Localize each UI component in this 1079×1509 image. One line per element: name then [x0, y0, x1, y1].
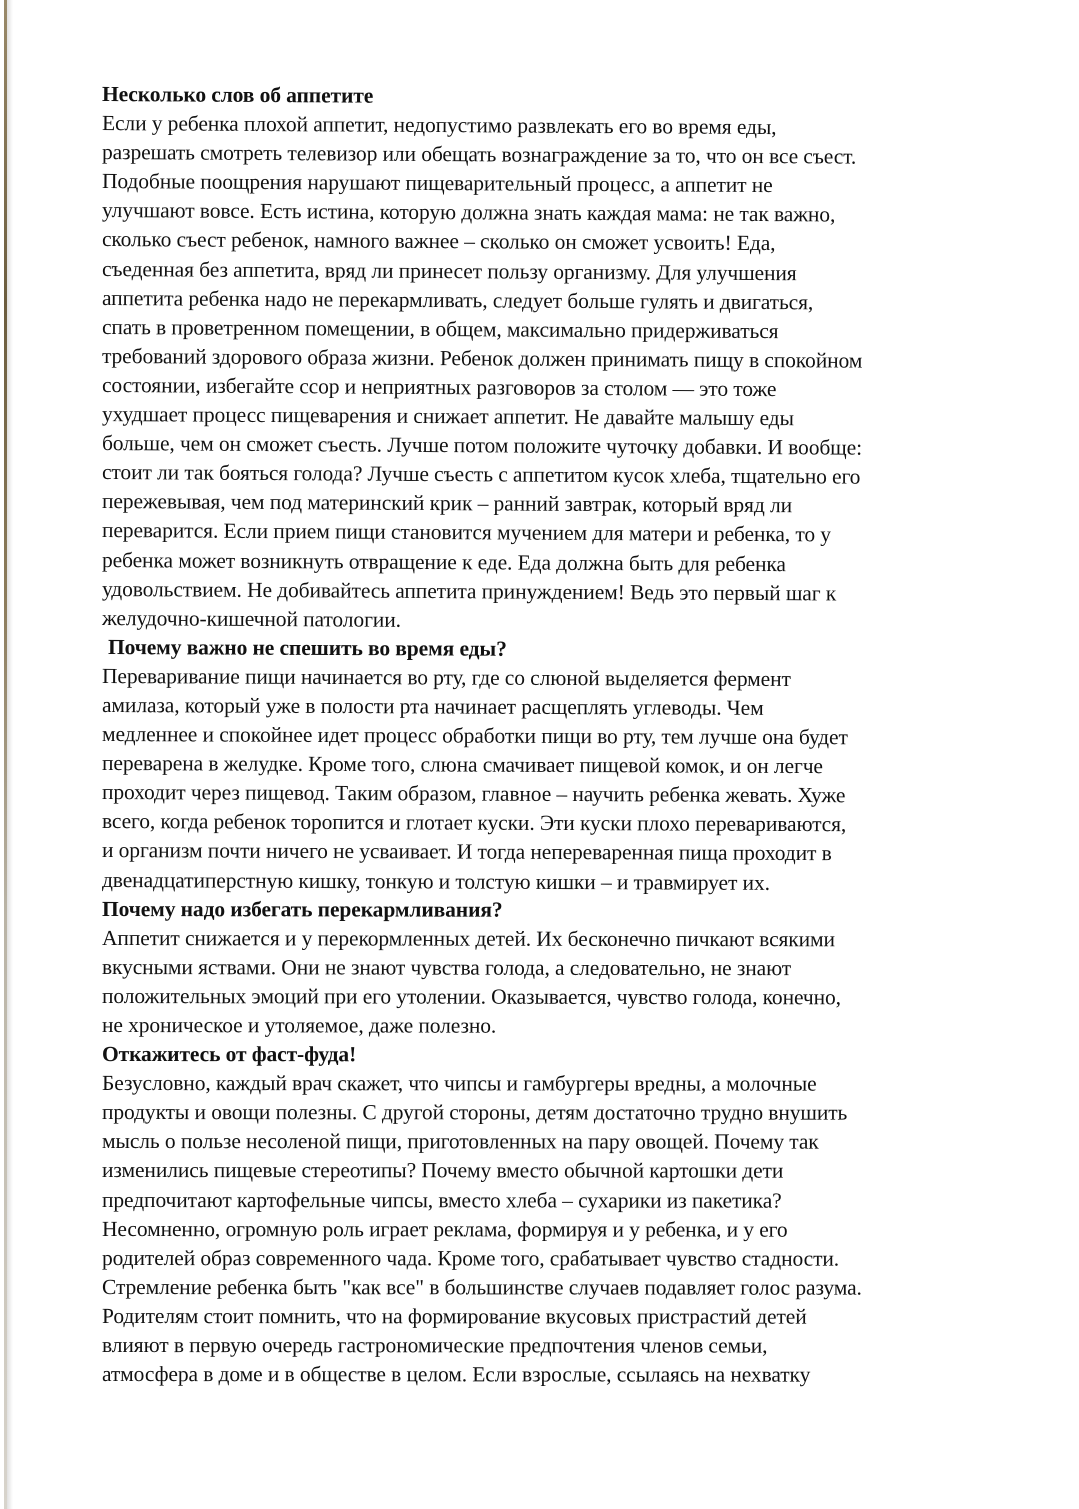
paragraph-line: Родителям стоит помнить, что на формирование вкусовых пристрастий детей: [101, 1303, 807, 1329]
paragraph-line: пережевывая, чем под материнский крик – ранний завтрак, который вряд ли: [101, 489, 793, 518]
paragraph-line: аппетита ребенка надо не перекармливать, следует больше гулять и двигаться,: [101, 285, 814, 315]
paragraph-line: ухудшает процесс пищеварения и снижает аппетит. Не давайте малышу еды: [101, 402, 794, 431]
paragraph-line: вкусными яствами. Они не знают чувства голода, а следовательно, не знают: [101, 954, 792, 981]
paragraph-line: Стремление ребенка быть "как все" в большинстве случаев подавляет голос разума.: [101, 1274, 862, 1300]
section-heading: Несколько слов об аппетите: [101, 82, 374, 108]
section-fast-food: [102, 1040, 1022, 1389]
section-heading: Откажитесь от фаст-фуда!: [101, 1042, 357, 1067]
paragraph-line: медленнее и спокойнее идет процесс обработки пищи во рту, тем лучше она будет: [101, 722, 848, 750]
paragraph-line: не хроническое и утоляемое, даже полезно.: [101, 1013, 497, 1038]
paragraph-line: двенадцатиперстную кишку, тонкую и толстую кишки – и травмирует их.: [101, 867, 770, 895]
section-heading: Почему важно не спешить во время еды?: [107, 634, 507, 661]
paragraph-line: состоянии, избегайте ссор и неприятных разговоров за столом — это тоже: [101, 372, 777, 402]
paragraph-line: больше, чем он сможет съесть. Лучше потом положите чуточку добавки. И вообще:: [101, 431, 863, 460]
section-heading: Почему надо избегать перекармливания?: [101, 896, 503, 922]
paragraph-line: удовольствием. Не добивайтесь аппетита принуждением! Ведь это первый шаг к: [101, 576, 837, 606]
paragraph-line: Если у ребенка плохой аппетит, недопустимо развлекать его во время еды,: [101, 111, 777, 140]
paragraph-line: переварена в желудке. Кроме того, слюна смачивает пищевой комок, и он легче: [101, 751, 823, 779]
section-eating-slowly: [102, 633, 1022, 895]
paragraph-line: ребенка может возникнуть отвращение к еде. Еда должна быть для ребенка: [101, 547, 786, 576]
paragraph-line: родителей образ современного чада. Кроме того, срабатывает чувство стадности.: [101, 1245, 840, 1271]
paragraph-line: съеденная без аппетита, вряд ли принесет пользу организму. Для улучшения: [101, 256, 797, 285]
section-overfeeding: [102, 895, 1022, 1040]
paragraph-line: влияют в первую очередь гастрономические предпочтения членов семьи,: [101, 1333, 768, 1358]
paragraph-line: сколько съест ребенок, намного важнее – сколько он сможет усвоить! Еда,: [101, 227, 776, 256]
paragraph-line: переварится. Если прием пищи становится мучением для матери и ребенка, то у: [101, 518, 832, 547]
paragraph-line: предпочитают картофельные чипсы, вместо хлеба – сухарики из пакетика?: [101, 1187, 782, 1213]
paragraph-line: проходит через пищевод. Таким образом, главное – научить ребенка жевать. Хуже: [101, 780, 846, 808]
paragraph-line: изменились пищевые стереотипы? Почему вместо обычной картошки дети: [101, 1158, 784, 1184]
paragraph-line: амилаза, который уже в полости рта начинает расщеплять углеводы. Чем: [101, 692, 764, 720]
paragraph-line: атмосфера в доме и в обществе в целом. Если взрослые, ссылаясь на нехватку: [101, 1362, 811, 1387]
paragraph-line: и организм почти ничего не усваивает. И тогда непереваренная пища проходит в: [101, 838, 832, 866]
paragraph-line: положительных эмоций при его утолении. Оказывается, чувство голода, конечно,: [101, 983, 841, 1010]
paragraph-line: стоит ли так бояться голода? Лучше съесть с аппетитом кусок хлеба, тщательно его: [101, 460, 861, 489]
paragraph-line: разрешать смотреть телевизор или обещать вознаграждение за то, что он все съест.: [101, 140, 857, 169]
paragraph-line: спать в проветренном помещении, в общем, максимально придерживаться: [101, 314, 779, 343]
paragraph-line: требований здорового образа жизни. Ребенок должен принимать пищу в спокойном: [101, 343, 863, 373]
paragraph-line: Аппетит снижается и у перекормленных детей. Их бесконечно пичкают всякими: [101, 925, 836, 951]
paragraph-line: всего, когда ребенок торопится и глотает куски. Эти куски плохо перевариваются,: [101, 809, 847, 837]
paragraph-line: Подобные поощрения нарушают пищеварительный процесс, а аппетит не: [101, 169, 773, 198]
paragraph-line: Переваривание пищи начинается во рту, где со слюной выделяется фермент: [101, 663, 791, 691]
paragraph-line: Безусловно, каждый врач скажет, что чипсы и гамбургеры вредны, а молочные: [101, 1071, 817, 1096]
page-edge-shadow: [7, 0, 13, 1509]
paragraph-line: мысль о пользе несоленой пищи, приготовленных на пару овощей. Почему так: [101, 1129, 819, 1155]
paragraph-line: Несомненно, огромную роль играет реклама, формируя и у ребенка, и у его: [101, 1216, 788, 1242]
document-page: [102, 80, 1022, 1389]
section-about-appetite: [102, 80, 1022, 633]
paragraph-line: желудочно-кишечной патологии.: [101, 605, 401, 632]
paragraph-line: продукты и овощи полезны. С другой стороны, детям достаточно трудно внушить: [101, 1100, 848, 1125]
paragraph-line: улучшают вовсе. Есть истина, которую должна знать каждая мама: не так важно,: [101, 198, 836, 227]
